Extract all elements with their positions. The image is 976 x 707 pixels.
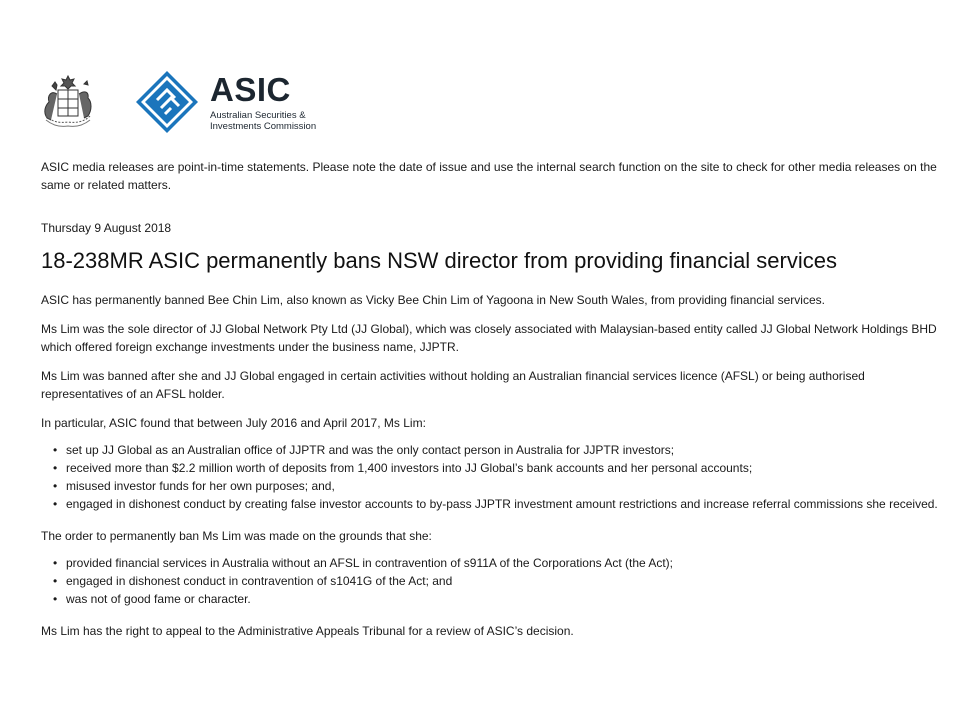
- paragraph-background: Ms Lim was the sole director of JJ Global Network Pty Ltd (JJ Global), which was closely associated with Malaysian-based entity called JJ Global Network Holdings BHD which offered foreign exchange investments under the business name, JJPTR.: [41, 322, 937, 354]
- disclaimer-text: ASIC media releases are point-in-time statements. Please note the date of issue and use the internal search function on the site to check for other media releases on the same or related matters.: [41, 160, 937, 192]
- list-item: • received more than $2.2 million worth of deposits from 1,400 investors into JJ Global’s bank accounts and her personal accounts;: [66, 459, 946, 477]
- coat-of-arms-logo: [40, 72, 96, 132]
- asic-wordmark: ASIC: [210, 71, 291, 108]
- release-date: Thursday 9 August 2018: [41, 221, 172, 235]
- asic-diamond-logo: [135, 70, 199, 134]
- paragraph-findings-intro: In particular, ASIC found that between July 2016 and April 2017, Ms Lim:: [41, 416, 426, 430]
- media-release: [41, 158, 946, 640]
- page-header: [40, 70, 360, 134]
- paragraph-appeal-right: Ms Lim has the right to appeal to the Administrative Appeals Tribunal for a review of ASIC’s decision.: [41, 624, 574, 638]
- paragraph-reason: Ms Lim was banned after she and JJ Global engaged in certain activities without holding an Australian financial services licence (AFSL) or being authorised representatives of an AFSL holder.: [41, 369, 865, 401]
- asic-full-name: Australian Securities & Investments Commission: [210, 110, 317, 132]
- list-item: • provided financial services in Australia without an AFSL in contravention of s911A of the Corporations Act (the Act);: [66, 554, 946, 572]
- grounds-list: [41, 554, 946, 608]
- paragraph-ban-summary: ASIC has permanently banned Bee Chin Lim, also known as Vicky Bee Chin Lim of Yagoona in New South Wales, from providing financial services.: [41, 293, 825, 307]
- paragraph-grounds-intro: The order to permanently ban Ms Lim was made on the grounds that she:: [41, 529, 432, 543]
- page-title: 18-238MR ASIC permanently bans NSW director from providing financial services: [41, 248, 837, 273]
- list-item: • engaged in dishonest conduct in contravention of s1041G of the Act; and: [66, 572, 946, 590]
- list-item: • misused investor funds for her own purposes; and,: [66, 477, 946, 495]
- list-item: • was not of good fame or character.: [66, 590, 946, 608]
- list-item: • engaged in dishonest conduct by creating false investor accounts to by-pass JJPTR investment amount restrictions and increase referral commissions she received.: [66, 495, 946, 513]
- list-item: • set up JJ Global as an Australian office of JJPTR and was the only contact person in Australia for JJPTR investors;: [66, 441, 946, 459]
- findings-list: [41, 441, 946, 513]
